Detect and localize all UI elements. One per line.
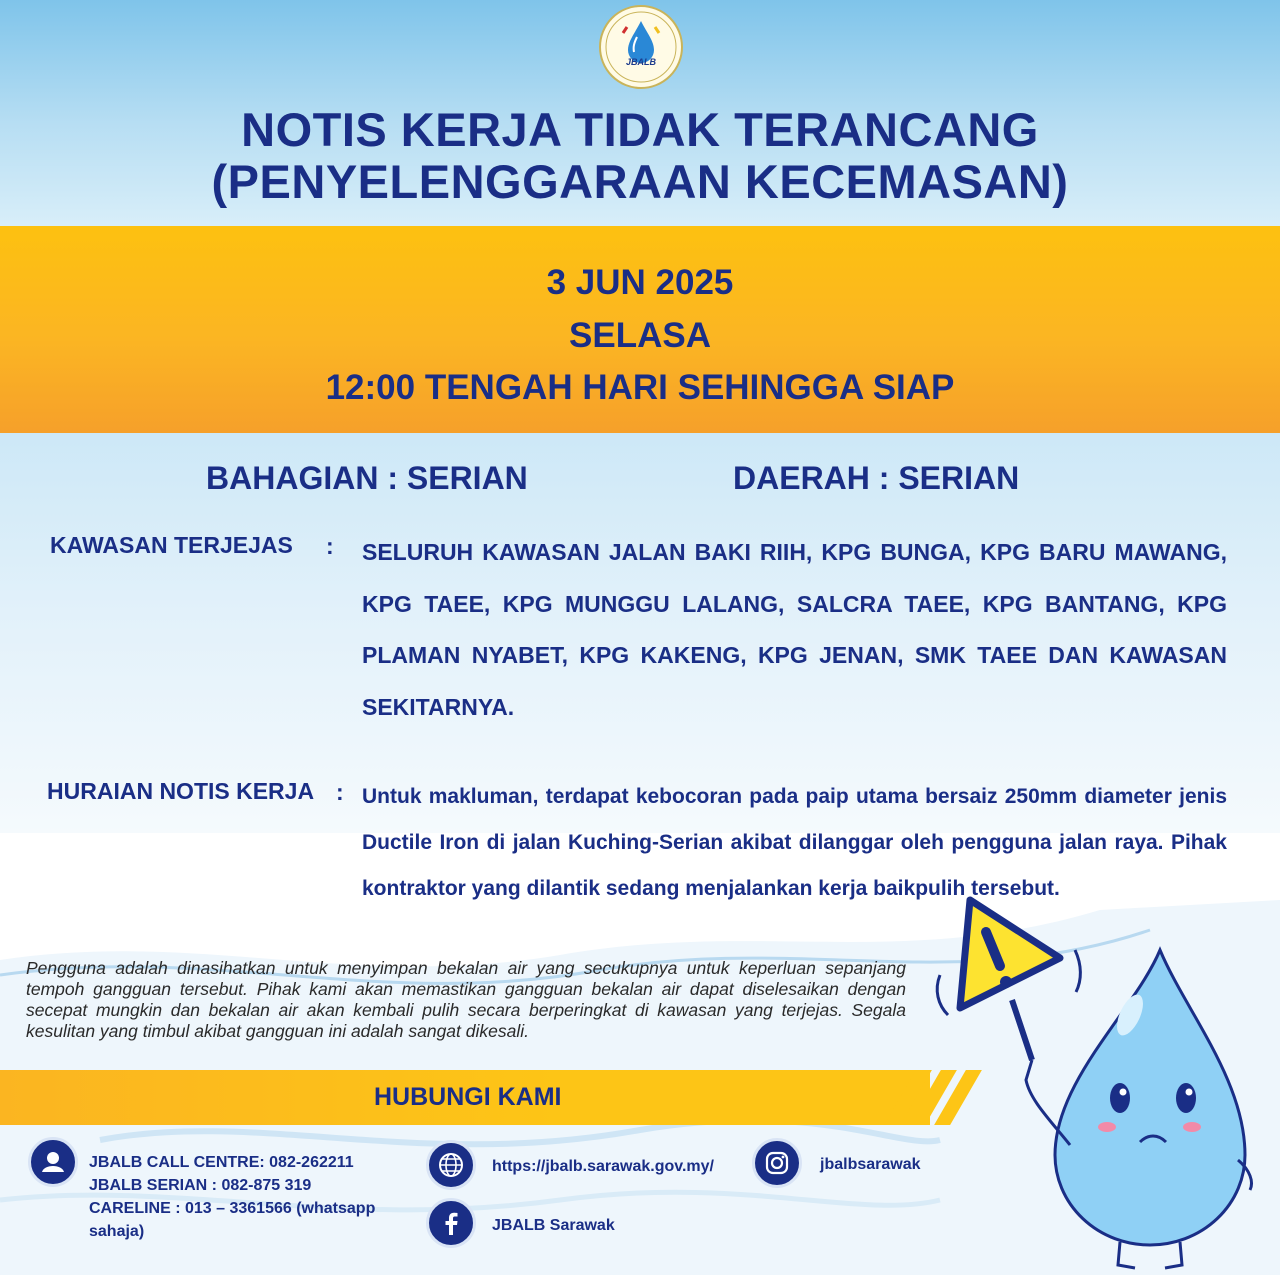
website-link[interactable]: https://jbalb.sarawak.gov.my/ <box>492 1158 714 1175</box>
facebook-link[interactable]: JBALB Sarawak <box>492 1217 615 1234</box>
affected-areas-text: SELURUH KAWASAN JALAN BAKI RIIH, KPG BUNGA, KPG BARU MAWANG, KPG TAEE, KPG MUNGGU LALANG, SALCRA TAEE, KPG BANTANG, KPG PLAMAN NYABET, KPG KAKENG, KPG JENAN, SMK TAEE DAN KAWASAN SEKITARNYA. <box>362 539 1227 720</box>
user-phone-icon <box>28 1137 78 1187</box>
page-title-line2: (PENYELENGGARAAN KECEMASAN) <box>211 155 1069 208</box>
jbalb-logo <box>599 5 683 89</box>
logo-wordmark: JBALB <box>625 57 656 67</box>
advice-text: Pengguna adalah dinasihatkan untuk menyimpan bekalan air yang secukupnya untuk keperluan sepanjang tempoh gangguan tersebut. Pihak kami akan memastikan gangguan bekalan air dapat diselesaikan dengan secepat mungkin dan bekalan air akan kembali pulih secara berperingkat di kawasan yang terjejas. Segala kesulitan yang timbul akibat gangguan ini adalah sangat dikesali. <box>26 958 906 1041</box>
page-title-line1: NOTIS KERJA TIDAK TERANCANG <box>241 103 1039 156</box>
water-drop-mascot <box>920 890 1280 1275</box>
schedule-day: SELASA <box>569 316 711 355</box>
instagram-icon <box>752 1138 802 1188</box>
district-label: DAERAH : SERIAN <box>733 460 1020 496</box>
careline-note: sahaja) <box>89 1223 145 1240</box>
schedule-date: 3 JUN 2025 <box>546 263 734 302</box>
work-description-colon: : <box>336 779 344 805</box>
work-description-label: HURAIAN NOTIS KERJA <box>47 778 315 804</box>
work-description-text: Untuk makluman, terdapat kebocoran pada paip utama bersaiz 250mm diameter jenis Ductile Iron di jalan Kuching-Serian akibat dilanggar oleh pengguna jalan raya. Pihak kontraktor yang dilantik sedang menjalankan kerja baikpulih tersebut. <box>362 785 1227 900</box>
call-centre-number[interactable]: JBALB CALL CENTRE: 082-262211 <box>89 1154 354 1171</box>
contact-title: HUBUNGI KAMI <box>374 1083 562 1111</box>
instagram-link[interactable]: jbalbsarawak <box>820 1156 921 1173</box>
division-label: BAHAGIAN : SERIAN <box>206 460 528 496</box>
careline-number[interactable]: CARELINE : 013 – 3361566 (whatsapp <box>89 1200 376 1217</box>
schedule-time: 12:00 TENGAH HARI SEHINGGA SIAP <box>325 368 955 407</box>
affected-areas-colon: : <box>326 533 334 559</box>
globe-icon <box>426 1140 476 1190</box>
warning-sign-icon <box>937 900 1080 1060</box>
facebook-icon <box>426 1198 476 1248</box>
affected-areas-label: KAWASAN TERJEJAS <box>50 532 293 558</box>
serian-number[interactable]: JBALB SERIAN : 082-875 319 <box>89 1177 312 1194</box>
